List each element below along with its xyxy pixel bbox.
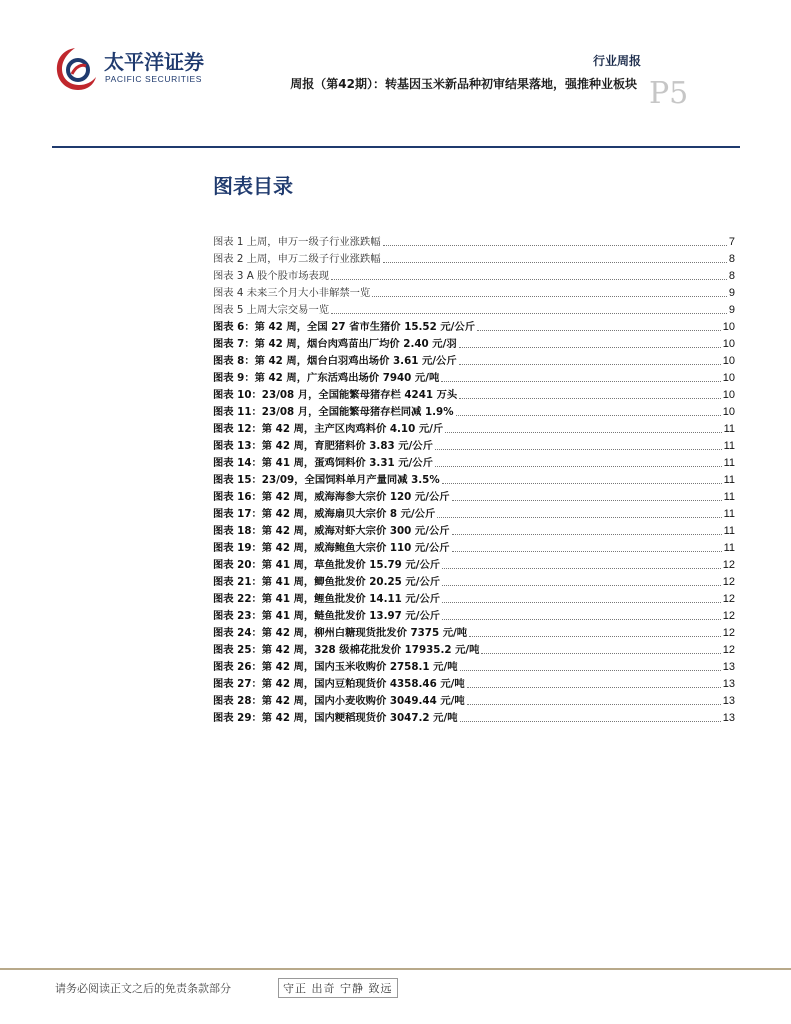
company-logo	[52, 44, 212, 94]
toc-entry[interactable]	[213, 590, 735, 607]
toc-leader-dots	[442, 601, 721, 603]
toc-entry[interactable]	[213, 505, 735, 522]
page-number: P5	[649, 76, 689, 111]
toc-entry-page: 11	[723, 440, 735, 452]
toc-entry-label: 图表 4 未来三个月大小非解禁一览	[213, 287, 371, 299]
toc-entry[interactable]	[213, 556, 735, 573]
toc-entry-label: 图表 8：第 42 周，烟台白羽鸡出场价 3.61 元/公斤	[213, 355, 457, 367]
toc-entry[interactable]	[213, 233, 735, 250]
toc-entry[interactable]	[213, 522, 735, 539]
toc-entry[interactable]	[213, 301, 735, 318]
toc-entry-label: 图表 9：第 42 周，广东活鸡出场价 7940 元/吨	[213, 372, 440, 384]
toc-entry-page: 12	[722, 593, 735, 605]
toc-entry-label: 图表 26：第 42 周，国内玉米收购价 2758.1 元/吨	[213, 661, 458, 673]
toc-leader-dots	[445, 431, 721, 433]
toc-entry-page: 11	[723, 457, 735, 469]
footer-disclaimer: 请务必阅读正文之后的免责条款部分	[55, 982, 231, 995]
toc-leader-dots	[442, 482, 722, 484]
toc-leader-dots	[442, 584, 721, 586]
toc-entry[interactable]	[213, 284, 735, 301]
toc-entry-page: 8	[728, 253, 735, 265]
toc-leader-dots	[331, 278, 727, 280]
toc-entry-page: 11	[723, 474, 735, 486]
toc-leader-dots	[456, 414, 721, 416]
toc-entry-label: 图表 10：23/08 月，全国能繁母猪存栏 4241 万头	[213, 389, 458, 401]
toc-entry-label: 图表 11：23/08 月，全国能繁母猪存栏同减 1.9%	[213, 406, 454, 418]
footer-divider	[0, 968, 791, 970]
toc-entry-label: 图表 2 上周，申万二级子行业涨跌幅	[213, 253, 381, 265]
toc-entry[interactable]	[213, 267, 735, 284]
toc-entry[interactable]	[213, 386, 735, 403]
toc-entry[interactable]	[213, 607, 735, 624]
toc-entry-label: 图表 22：第 41 周，鲤鱼批发价 14.11 元/公斤	[213, 593, 441, 605]
toc-entry-label: 图表 3 A 股个股市场表现	[213, 270, 330, 282]
toc-entry-page: 13	[722, 712, 735, 724]
toc-leader-dots	[435, 465, 722, 467]
toc-entry[interactable]	[213, 437, 735, 454]
toc-leader-dots	[467, 686, 721, 688]
toc-entry-label: 图表 29：第 42 周，国内粳稻现货价 3047.2 元/吨	[213, 712, 458, 724]
toc-entry-label: 图表 23：第 41 周，鲢鱼批发价 13.97 元/公斤	[213, 610, 441, 622]
toc-leader-dots	[442, 567, 721, 569]
toc-entry-page: 10	[722, 321, 735, 333]
toc-entry-page: 10	[722, 372, 735, 384]
toc-leader-dots	[331, 312, 727, 314]
toc-leader-dots	[459, 346, 721, 348]
toc-leader-dots	[452, 533, 722, 535]
toc-entry-label: 图表 24：第 42 周，柳州白糖现货批发价 7375 元/吨	[213, 627, 468, 639]
toc-entry[interactable]	[213, 692, 735, 709]
toc-leader-dots	[372, 295, 727, 297]
toc-leader-dots	[477, 329, 721, 331]
toc-entry-label: 图表 13：第 42 周，育肥猪料价 3.83 元/公斤	[213, 440, 433, 452]
toc-leader-dots	[460, 669, 721, 671]
toc-entry[interactable]	[213, 454, 735, 471]
toc-entry-label: 图表 15：23/09，全国饲料单月产量同减 3.5%	[213, 474, 440, 486]
toc-entry-page: 8	[728, 270, 735, 282]
report-type: 行业周报	[592, 54, 641, 68]
toc-leader-dots	[452, 499, 722, 501]
toc-entry[interactable]	[213, 675, 735, 692]
toc-entry-label: 图表 21：第 41 周，鲫鱼批发价 20.25 元/公斤	[213, 576, 441, 588]
toc-entry-page: 11	[723, 542, 735, 554]
toc-entry-label: 图表 27：第 42 周，国内豆粕现货价 4358.46 元/吨	[213, 678, 465, 690]
logo-english-name: PACIFIC SECURITIES	[105, 74, 203, 84]
toc-entry-page: 11	[723, 525, 735, 537]
toc-entry[interactable]	[213, 471, 735, 488]
toc-leader-dots	[459, 363, 721, 365]
footer-slogan: 守正 出奇 宁静 致远	[278, 978, 398, 998]
toc-entry-page: 12	[722, 627, 735, 639]
toc-entry-page: 11	[723, 423, 735, 435]
toc-entry-label: 图表 17：第 42 周，威海扇贝大宗价 8 元/公斤	[213, 508, 436, 520]
toc-entry-page: 10	[722, 355, 735, 367]
toc-entry[interactable]	[213, 250, 735, 267]
toc-entry-label: 图表 12：第 42 周，主产区肉鸡料价 4.10 元/斤	[213, 423, 444, 435]
toc-entry-page: 12	[722, 559, 735, 571]
toc-leader-dots	[435, 448, 722, 450]
toc-entry-label: 图表 25：第 42 周，328 级棉花批发价 17935.2 元/吨	[213, 644, 480, 656]
toc-entry-page: 12	[722, 644, 735, 656]
toc-leader-dots	[383, 261, 727, 263]
toc-entry-page: 13	[722, 695, 735, 707]
toc-leader-dots	[441, 380, 720, 382]
toc-entry-label: 图表 14：第 41 周，蛋鸡饲料价 3.31 元/公斤	[213, 457, 433, 469]
logo-chinese-name: 太平洋证券	[104, 50, 204, 74]
toc-entry-page: 10	[722, 338, 735, 350]
toc-entry-label: 图表 18：第 42 周，威海对虾大宗价 300 元/公斤	[213, 525, 450, 537]
toc-entry[interactable]	[213, 539, 735, 556]
toc-entry[interactable]	[213, 573, 735, 590]
toc-entry[interactable]	[213, 369, 735, 386]
toc-entry[interactable]	[213, 658, 735, 675]
toc-entry-page: 12	[722, 610, 735, 622]
toc-entry-page: 13	[722, 678, 735, 690]
toc-entry-page: 12	[722, 576, 735, 588]
toc-title: 图表目录	[213, 174, 293, 198]
toc-leader-dots	[452, 550, 722, 552]
toc-entry-page: 11	[723, 508, 735, 520]
toc-leader-dots	[481, 652, 720, 654]
toc-entry-page: 10	[722, 389, 735, 401]
toc-entry[interactable]	[213, 709, 735, 726]
toc-entry[interactable]	[213, 318, 735, 335]
toc-leader-dots	[442, 618, 721, 620]
toc-entry-page: 10	[722, 406, 735, 418]
toc-entry-label: 图表 7：第 42 周，烟台肉鸡苗出厂均价 2.40 元/羽	[213, 338, 457, 350]
toc-entry-label: 图表 5 上周大宗交易一览	[213, 304, 330, 316]
toc-entry-page: 13	[722, 661, 735, 673]
toc-entry[interactable]	[213, 488, 735, 505]
toc-list	[213, 233, 735, 726]
toc-leader-dots	[383, 244, 727, 246]
toc-entry-label: 图表 16：第 42 周，威海海参大宗价 120 元/公斤	[213, 491, 450, 503]
report-title: 周报（第42期）：转基因玉米新品种初审结果落地，强推种业板块	[290, 77, 637, 91]
toc-entry-page: 9	[728, 287, 735, 299]
toc-leader-dots	[467, 703, 721, 705]
pacific-logo-icon	[52, 44, 98, 94]
toc-leader-dots	[469, 635, 721, 637]
toc-entry-label: 图表 28：第 42 周，国内小麦收购价 3049.44 元/吨	[213, 695, 465, 707]
toc-entry[interactable]	[213, 624, 735, 641]
toc-leader-dots	[437, 516, 721, 518]
toc-entry-page: 11	[723, 491, 735, 503]
toc-entry[interactable]	[213, 335, 735, 352]
toc-entry[interactable]	[213, 420, 735, 437]
toc-leader-dots	[459, 397, 721, 399]
toc-entry-label: 图表 20：第 41 周，草鱼批发价 15.79 元/公斤	[213, 559, 441, 571]
toc-entry-page: 9	[728, 304, 735, 316]
toc-entry[interactable]	[213, 352, 735, 369]
toc-entry-page: 7	[728, 236, 735, 248]
toc-entry-label: 图表 6：第 42 周，全国 27 省市生猪价 15.52 元/公斤	[213, 321, 475, 333]
toc-entry-label: 图表 1 上周，申万一级子行业涨跌幅	[213, 236, 381, 248]
toc-entry[interactable]	[213, 403, 735, 420]
header-divider	[52, 146, 740, 148]
toc-leader-dots	[460, 720, 721, 722]
toc-entry[interactable]	[213, 641, 735, 658]
toc-entry-label: 图表 19：第 42 周，威海鲍鱼大宗价 110 元/公斤	[213, 542, 450, 554]
